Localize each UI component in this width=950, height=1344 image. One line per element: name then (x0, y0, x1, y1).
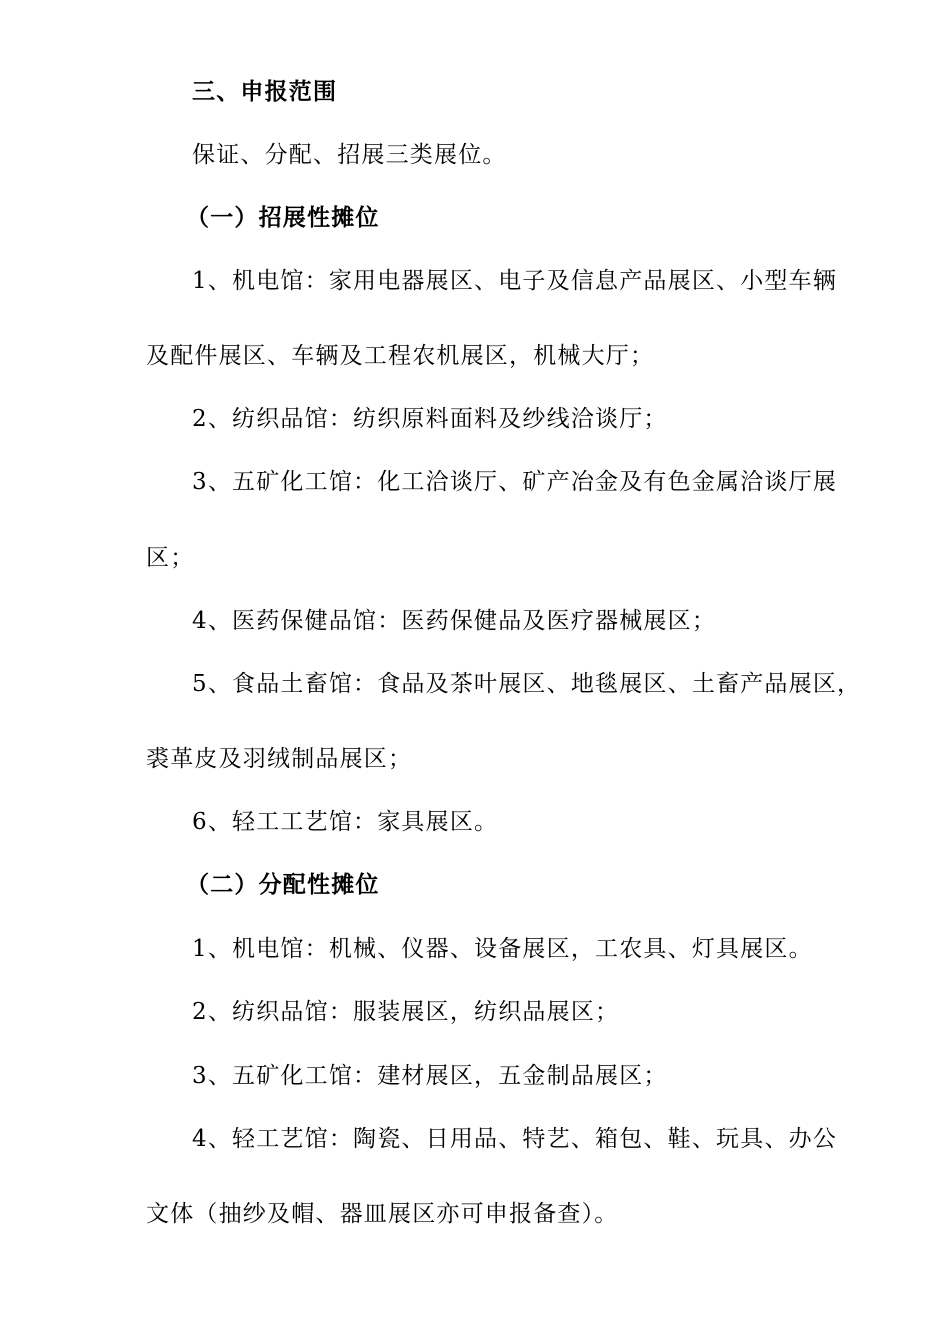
part2-item-3: 3、五矿化工馆：建材展区，五金制品展区； (192, 1063, 668, 1089)
part1-item-2: 2、纺织品馆：纺织原料面料及纱线洽谈厅； (192, 406, 668, 432)
section-heading: 三、申报范围 (192, 78, 338, 105)
part1-item-1-line-1: 1、机电馆：家用电器展区、电子及信息产品展区、小型车辆 (192, 268, 838, 294)
part2-item-4-line-1: 4、轻工艺馆：陶瓷、日用品、特艺、箱包、鞋、玩具、办公 (192, 1126, 838, 1152)
part1-item-3-line-2: 区； (146, 545, 195, 571)
part1-item-1-line-2: 及配件展区、车辆及工程农机展区，机械大厅； (146, 343, 655, 369)
part1-item-4: 4、医药保健品馆：医药保健品及医疗器械展区； (192, 608, 717, 634)
intro-paragraph: 保证、分配、招展三类展位。 (192, 142, 507, 168)
part1-item-3-line-1: 3、五矿化工馆：化工洽谈厅、矿产冶金及有色金属洽谈厅展 (192, 469, 838, 495)
part1-heading: （一）招展性摊位 (186, 204, 380, 231)
part1-item-6: 6、轻工工艺馆：家具展区。 (192, 809, 499, 835)
part2-item-2: 2、纺织品馆：服装展区，纺织品展区； (192, 999, 620, 1025)
part2-item-4-line-2: 文体（抽纱及帽、器皿展区亦可申报备查）。 (146, 1201, 619, 1227)
part1-item-5-line-1: 5、食品土畜馆：食品及茶叶展区、地毯展区、土畜产品展区， (192, 671, 862, 697)
part1-item-5-line-2: 裘革皮及羽绒制品展区； (146, 746, 413, 772)
part2-heading: （二）分配性摊位 (186, 871, 380, 898)
part2-item-1: 1、机电馆：机械、仪器、设备展区，工农具、灯具展区。 (192, 936, 813, 962)
